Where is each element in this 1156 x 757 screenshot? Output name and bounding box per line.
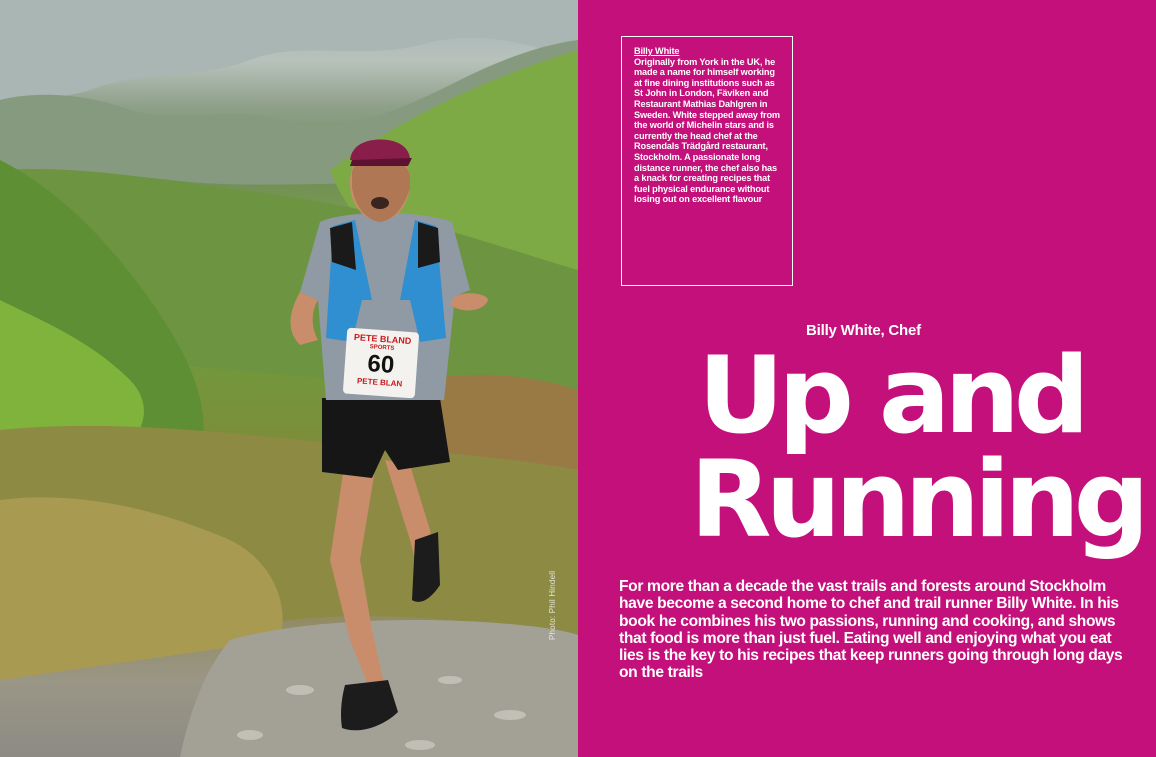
- article-panel: [578, 0, 1156, 757]
- headline-line-1: Up and: [698, 334, 1084, 457]
- bib-number: 60: [366, 350, 396, 379]
- bio-box: [621, 36, 793, 286]
- bib-sponsor-sub: SPORTS: [369, 344, 395, 352]
- photo-credit: Photo: Phil Hindell: [548, 570, 557, 640]
- intro-paragraph: For more than a decade the vast trails and forests around Stockholm have become a second home to chef and trail runner Billy White. In his book he combines his two passions, running and cooking, and shows that food is more than just fuel. Eating well and enjoying what you eat lies is the key to his recipes that keep runners going through long days on the trails: [619, 578, 1123, 682]
- headline-line-2: Running: [690, 438, 1144, 561]
- byline: Billy White, Chef: [806, 322, 921, 339]
- bib-sponsor-bottom: PETE BLAN: [356, 376, 403, 389]
- bib-sponsor-top: PETE BLAND: [353, 332, 412, 347]
- headline: [690, 334, 1150, 561]
- bio-name: Billy White: [634, 46, 680, 56]
- race-bib: [343, 328, 419, 399]
- bio-text: Originally from York in the UK, he made a name for himself working at fine dining institutions such as St John in London, Fäviken and Restaurant Mathias Dahlgren in Sweden. White stepped away from the world of Michelin stars and is currently the head chef at the Rosendals Trädgård restaurant, Stockholm. A passionate long distance runner, the chef also has a knack for creating recipes that fuel physical endurance without losing out on excellent flavour: [634, 56, 780, 205]
